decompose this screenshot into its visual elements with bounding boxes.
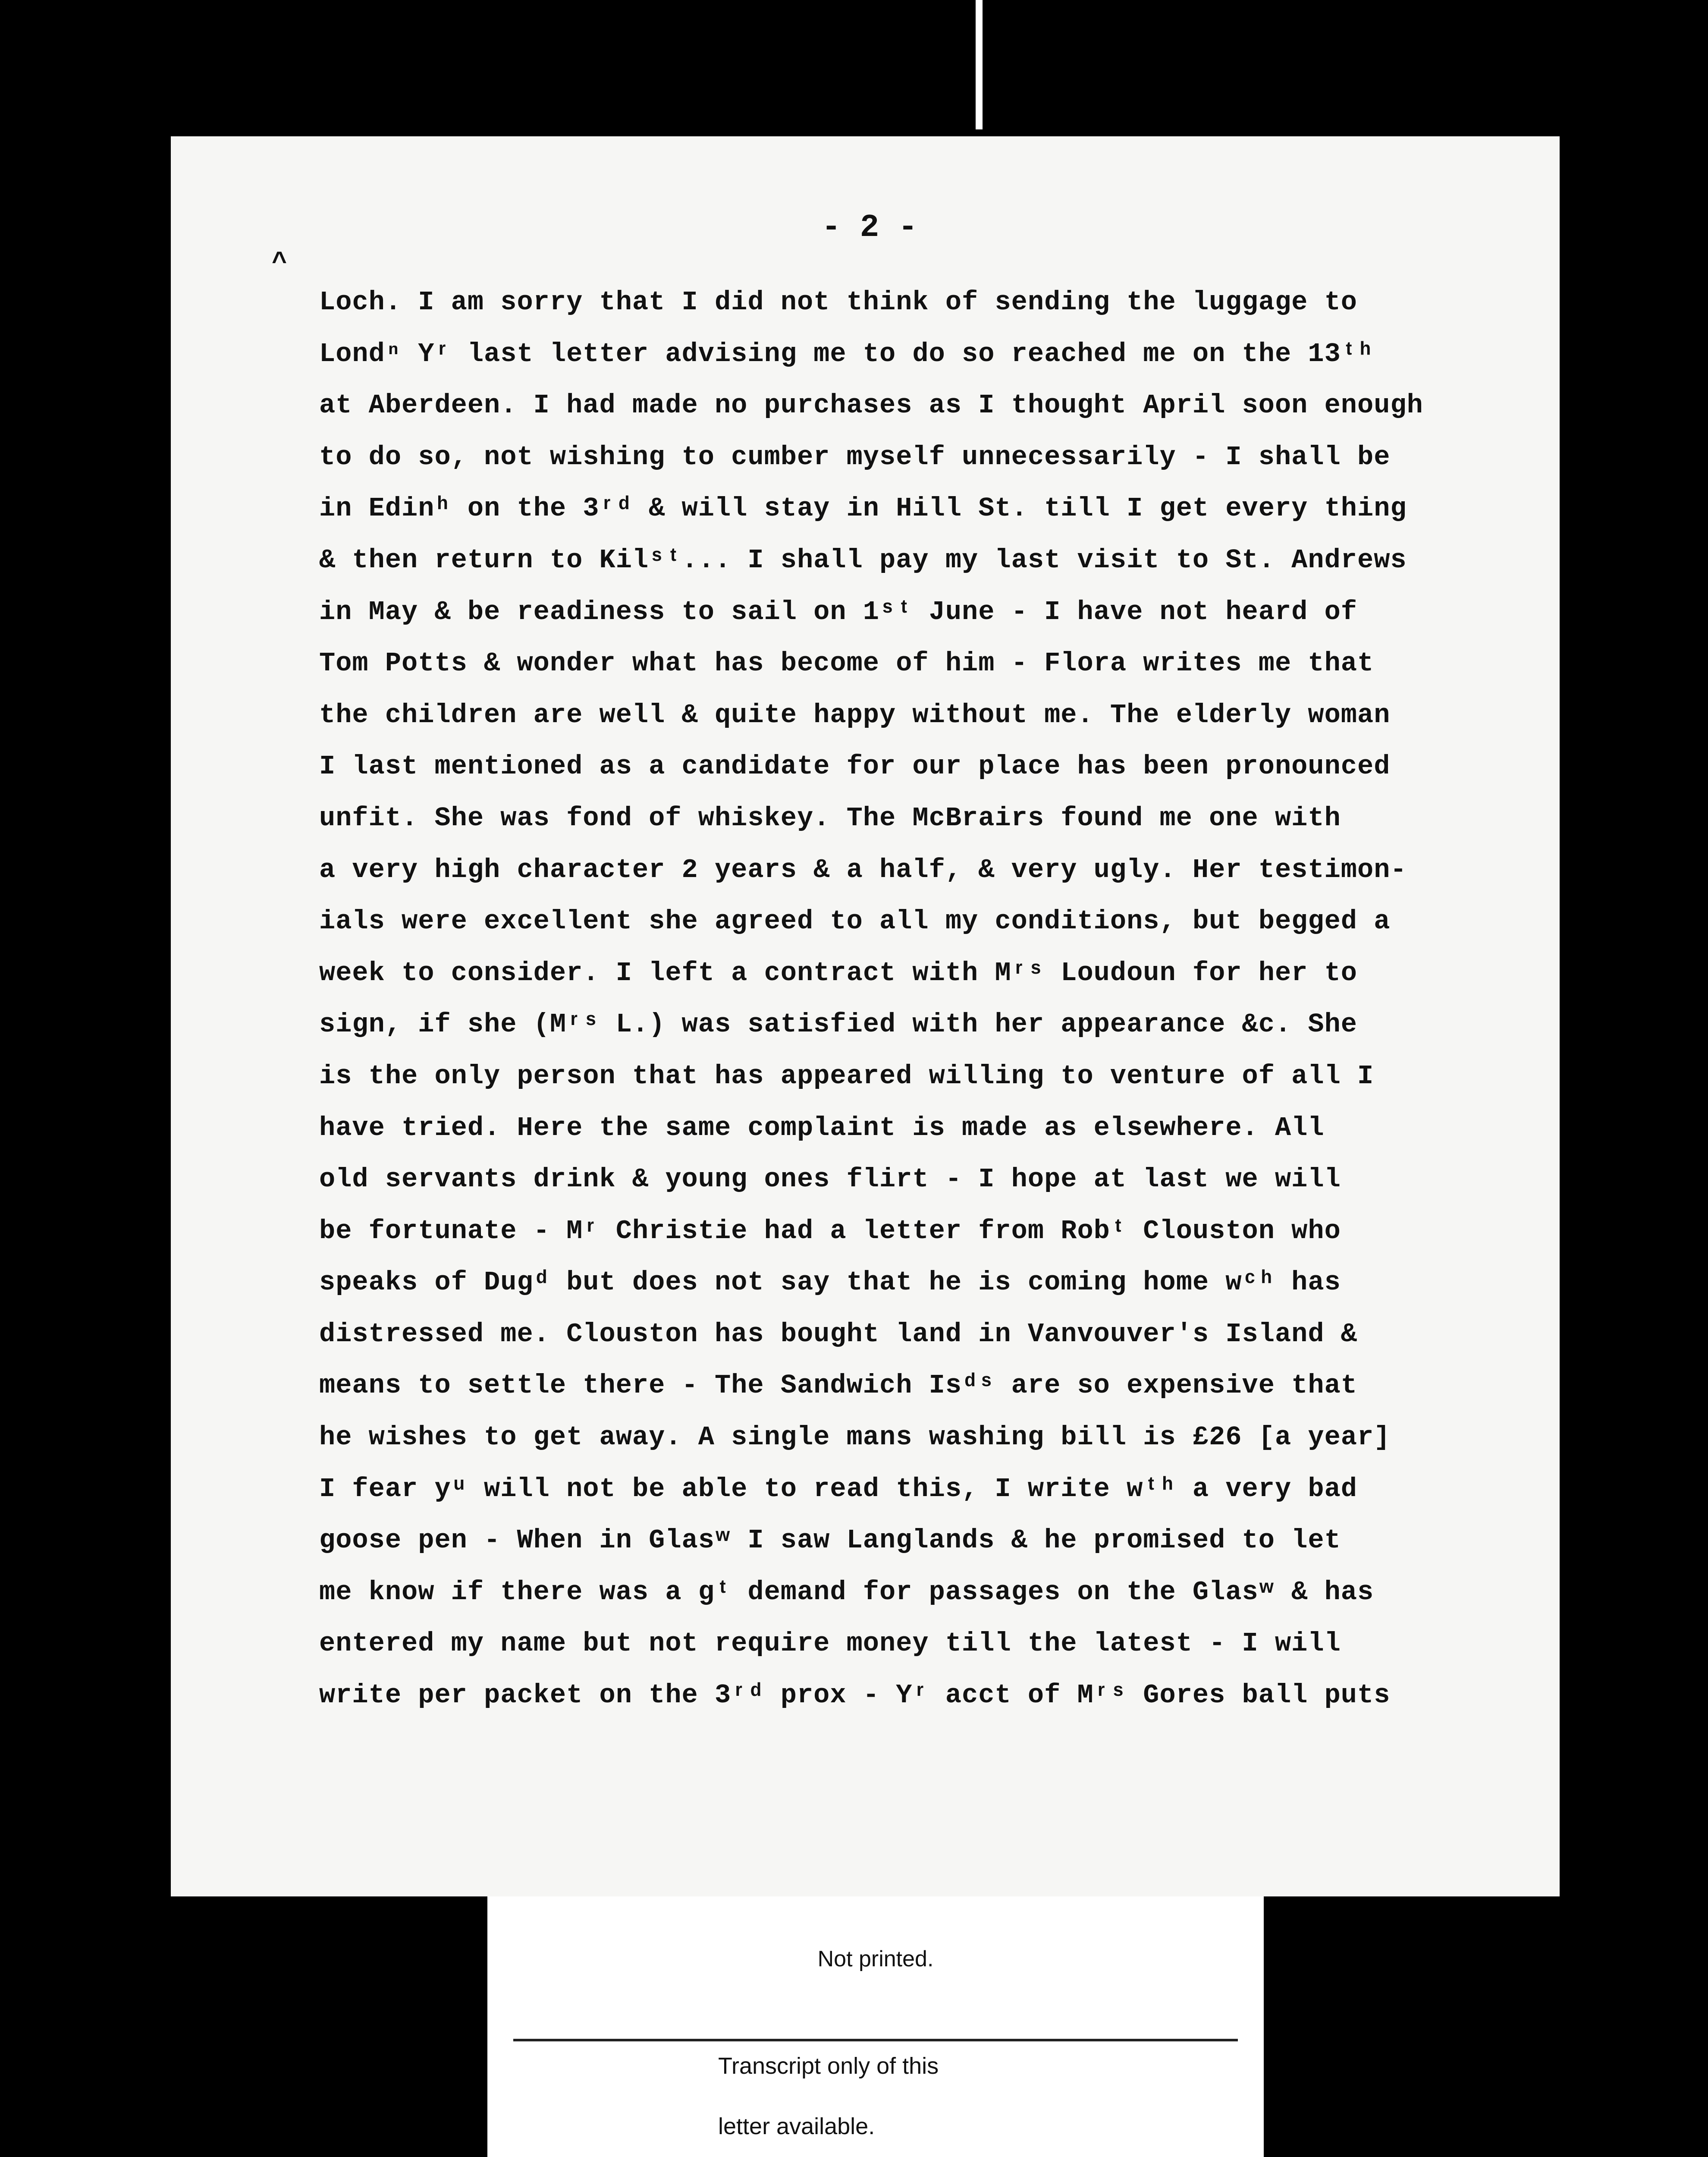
letter-line: & then return to Kilˢᵗ... I shall pay my last visit to St. Andrews [319,544,1407,575]
letter-line: a very high character 2 years & a half, & very ugly. Her testimon- [319,854,1407,885]
letter-line: is the only person that has appeared willing to venture of all I [319,1060,1374,1091]
top-divider-line [976,0,983,129]
letter-line: Loch. I am sorry that I did not think of sending the luggage to [319,287,1357,318]
letter-line: distressed me. Clouston has bought land in Vanvouver's Island & [319,1318,1357,1349]
letter-line: speaks of Dugᵈ but does not say that he is coming home wᶜʰ has [319,1267,1341,1298]
letter-line: Tom Potts & wonder what has become of him - Flora writes me that [319,648,1374,679]
letter-line: old servants drink & young ones flirt - I hope at last we will [319,1164,1341,1195]
letter-body [319,277,1596,1721]
letter-line: I fear yᵘ will not be able to read this, I write wᵗʰ a very bad [319,1473,1357,1504]
margin-mark: ^ [272,248,288,278]
letter-line: unfit. She was fond of whiskey. The McBrairs found me one with [319,802,1341,833]
letter-line: write per packet on the 3ʳᵈ prox - Yʳ acct of Mʳˢ Gores ball puts [319,1680,1391,1711]
letter-line: to do so, not wishing to cumber myself unnecessarily - I shall be [319,441,1391,472]
letter-line: entered my name but not require money till the latest - I will [319,1628,1341,1659]
letter-line: week to consider. I left a contract with Mʳˢ Loudoun for her to [319,957,1357,988]
letter-line: be fortunate - Mʳ Christie had a letter from Robᵗ Clouston who [319,1215,1341,1246]
letter-line: he wishes to get away. A single mans washing bill is £26 [a year] [319,1422,1391,1453]
letter-line: in Edinʰ on the 3ʳᵈ & will stay in Hill St. till I get every thing [319,493,1407,524]
letter-line: the children are well & quite happy without me. The elderly woman [319,699,1391,730]
letter-line: at Aberdeen. I had made no purchases as I thought April soon enough [319,390,1423,421]
not-printed-note: Not printed. [817,1946,934,1971]
letter-line: means to settle there - The Sandwich Isᵈˢ are so expensive that [319,1370,1357,1401]
letter-line: I last mentioned as a candidate for our place has been pronounced [319,751,1391,782]
letter-page [171,136,1560,1896]
transcript-note-line2: letter available. [718,2113,875,2139]
letter-line: Londⁿ Yʳ last letter advising me to do so reached me on the 13ᵗʰ [319,338,1374,369]
archive-note-card [487,1896,1264,2157]
letter-line: sign, if she (Mʳˢ L.) was satisfied with her appearance &c. She [319,1009,1357,1040]
transcript-note-line1: Transcript only of this [718,2053,939,2079]
letter-line: have tried. Here the same complaint is made as elsewhere. All [319,1112,1325,1143]
letter-line: goose pen - When in Glasʷ I saw Langlands & he promised to let [319,1525,1341,1556]
letter-line: ials were excellent she agreed to all my conditions, but begged a [319,906,1391,937]
letter-line: in May & be readiness to sail on 1ˢᵗ June - I have not heard of [319,596,1357,627]
letter-line: me know if there was a gᵗ demand for passages on the Glasʷ & has [319,1576,1374,1607]
page-number: - 2 - [821,210,918,246]
card-divider [513,2039,1238,2041]
